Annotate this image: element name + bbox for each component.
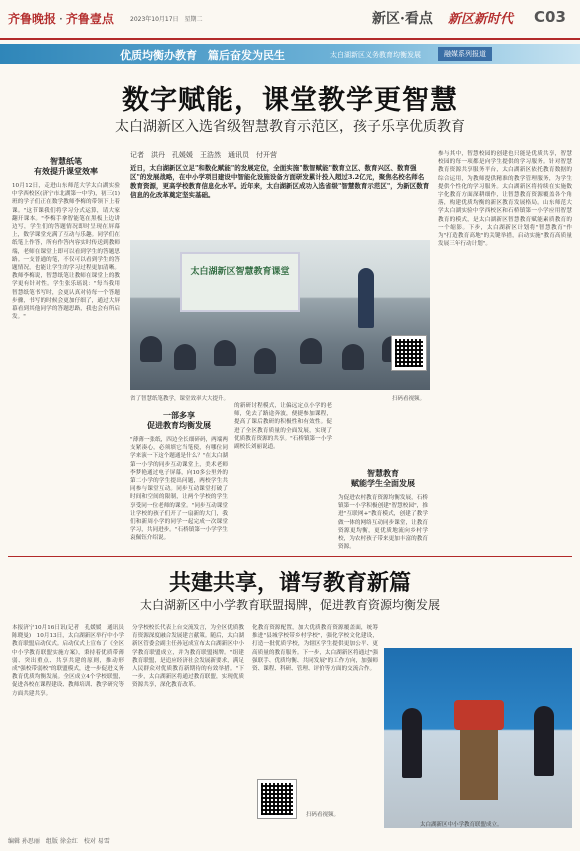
teacher-figure xyxy=(358,268,374,328)
story1-column-1: 10月12日，走进山东师范大学太白湖实验中学西校区(济宁市北湖第一中学)，初三(1)班的学子们正在数学教师李梅的带领下上着课。"这节课我们将学习分式运算，请大家翻开课本。"李梅手拿智能笔在黑板上边讲边写，学生们的答题情况即时呈现在屏幕上，数学课堂充满了互动与乐趣。同学们在纸笔上作答，所有作答内容实时传送到教师端，老师在课堂上即可以看到学生的答题思路。一支普通的笔，不仅可以看到学生的答题情况，也能让学生的学习过程更加清晰。教师李梅说，智慧纸笔让教师在课堂上的教学更有针对性。学生张乐瑶说："每当我用智慧纸笔书写时，会更认真对待每一个答题步骤，书写的时候会更加仔细了，通过大屏幕看到其他同学的答题思路，我也会有所启发。" xyxy=(12,183,120,321)
banner-tag: 融媒系列报道 xyxy=(438,47,492,61)
story1-subhead: 太白湖新区入选省级智慧教育示范区，孩子乐享优质教育 xyxy=(115,119,465,135)
story2-subhead: 太白湖新区中小学教育联盟揭牌，促进教育资源均衡发展 xyxy=(139,598,440,612)
story2-headline: 共建共享，谱写教育新篇 xyxy=(168,570,411,596)
story1-column-2: "薄薄一张纸，四边全长细碎码，两端两支紧凑心，必须填它当笔使，有哪位同学来演一下这个题通是什么？"在太白湖第一小学的同步互动课堂上，美术老师李梦艳通过电子屏幕，向10多公里外的第二小学的学生提出问题，两校学生共同参与课堂互动。同步互动课堂打破了时间和空间的限制，让两个学校的学生享受同一位老师的课堂。"同步互动课堂让学校的孩子们开了一扇新的大门，我们和新周小学的同学一起完成一次课堂学习，共同进步。"石桥镇第一小学学生袁佩钰介绍说。 xyxy=(130,437,228,542)
photo-caption: 省了智慧纸笔教学，课堂效率大大提升。 xyxy=(130,396,230,402)
story2-column-3: 化教育资源配置，加大优质教育资源覆盖面，统筹推进"县城学校带乡村学校"，强化学校文化建设，打造一批优质学校，为辖区学生提供更加公平、更高质量的教育服务。下一步，太白湖新区将通过"强强联手、优质均衡、共同发展"的工作方向，加强师资、课程、科研、管理、评价等方面的交流合作。 xyxy=(252,625,378,673)
banner-subtitle: 太白湖新区义务教育均衡发展 xyxy=(330,51,421,59)
editor-credits: 编辑 孙思丽 组版 徐金红 校对 易雪 xyxy=(8,838,110,845)
newspaper-brand: 齐鲁晚报 · 齐鲁壹点 xyxy=(8,12,114,26)
story1-column-4: 参与其中，智慧校园的创建也只能是优质共享，智慧校园的每一项都是向学生提供的学习服务。针对智慧教育资源共享服务平台，太白湖新区依托教育数据的综合运用，为教师提供精准的教学管理服务，为学生提供个性化的学习服务。太白湖新区将持续在实施数字化教育方面深耕细作，让智慧教育资源覆盖各个角落，构建优质均衡的新区教育发展格局。山东师范大学太白湖实验中学西校区和石桥镇第一小学应用智慧教育的模式，是太白湖新区智慧教育赋能素质教育的一个缩影。下步，太白湖新区计划将"智慧教育"作为"打造教育高地"的关键举措，启动实施"教育高质量发展三年行动计划"。 xyxy=(438,151,572,248)
plaque-stand xyxy=(460,730,498,800)
classroom-screen xyxy=(180,252,300,312)
section-logo: 新区新时代 xyxy=(448,12,514,27)
ceremony-photo xyxy=(384,648,572,828)
screen-text: 太白湖新区智慧教育课堂 xyxy=(190,267,290,277)
section-divider xyxy=(8,556,572,557)
student-figure xyxy=(342,344,364,370)
qr-caption: 扫码看视频。 xyxy=(392,396,426,402)
story1-section-title-3: 智慧教育 赋能学生全面发展 xyxy=(351,468,415,488)
section-title: 新区·看点 xyxy=(372,11,433,27)
issue-date: 2023年10月17日 星期二 xyxy=(130,16,203,23)
student-figure xyxy=(214,340,236,366)
student-figure xyxy=(174,344,196,370)
student-figure xyxy=(300,338,322,364)
classroom-photo xyxy=(130,240,430,390)
page-number: C03 xyxy=(534,8,566,26)
ribbon-plaque xyxy=(454,700,504,730)
story2-column-2: 分学校校长代表上台交流发言，为全区优质教育资源深度融合发展建言献策。随后，太白湖新区管委会副主任孙冠成宣布太白湖新区中小学教育联盟成立，并为教育联盟揭牌。"组建教育联盟，是追应经济社会发展新要求，满足人民群众对优质教育新期待的有效举措。"下一步，太白湖新区将通过教育联盟，实现优质资源共享，深化教育改革。 xyxy=(132,625,244,689)
student-figure xyxy=(254,348,276,374)
banner-slogan: 优质均衡办教育 篇后奋发为民生 xyxy=(120,49,285,62)
story1-byline: 记者 洪丹 孔媛媛 王浩然 通讯员 付开营 xyxy=(130,151,277,159)
story1-lede: 近日，太白湖新区立足"和数化赋能"的发展定位，全面实施"数智赋能"数育立区、数育兴区、数育强区"的发展战略，在中小学项目建设中智能化设施设备方面研发累计投入超过3.2亿元，聚焦名校名师名教育资源，更高学校教育信息化水平。近年来，太白湖新区成功入选省级"智慧数育示范区"，为新区数育信息的化改革奠定坚实基础。 xyxy=(130,164,430,199)
story2-column-1: 本报济宁10月16日讯(记者 孔媛媛 通讯员 陈晓曼) 10月13日，太白湖新区举行中小学教育联盟启动仪式。启动仪式上宣布了《全区中小学教育联盟实施方案》，秉持着优质带薄弱、突出重点、共享共建的原则，推动形成"强校带弱校"的联盟模式，进一步促进义务教育优质均衡发展。全区成立4个学校联盟，促进各校在课程建设、教师培训、教学研究等方面共建共享。 xyxy=(12,625,130,697)
story1-section-title-1: 智慧纸笔 有效提升课堂效率 xyxy=(34,156,98,176)
series-banner xyxy=(0,44,580,64)
official-figure xyxy=(402,708,422,778)
story1-column-3b: 为促进农村教育资源均衡发展，石桥镇第一小学积极创建"智慧校园"，推进"互联网+"教育模式，创建了教学做一体的网络互动同步课堂，让教育资源更均衡，更优质地流向乡村学校，为农村孩子带来更加丰富的教育资源。 xyxy=(338,495,428,551)
video-qr-code[interactable] xyxy=(392,336,426,370)
story1-column-3: 的新研讨程模式，让偏远定点小学的老师，免去了路途奔波，便捷参加课程，提高了课后教研的积极性和有效性。促进了全区教育质量的全面发展，实现了优质教育资源的共享。"石桥镇第一小学副校长刘丽说道。 xyxy=(234,403,332,451)
video-qr-code-2[interactable] xyxy=(258,780,296,818)
official-figure xyxy=(534,706,554,776)
qr-caption-2: 扫码看视频。 xyxy=(306,812,340,818)
student-figure xyxy=(140,336,162,362)
story1-headline: 数字赋能，课堂教学更智慧 xyxy=(122,85,458,116)
ceremony-caption: 太白湖新区中小学教育联盟成立。 xyxy=(420,822,503,828)
story1-section-title-2: 一部多享 促进教育均衡发展 xyxy=(147,410,211,430)
